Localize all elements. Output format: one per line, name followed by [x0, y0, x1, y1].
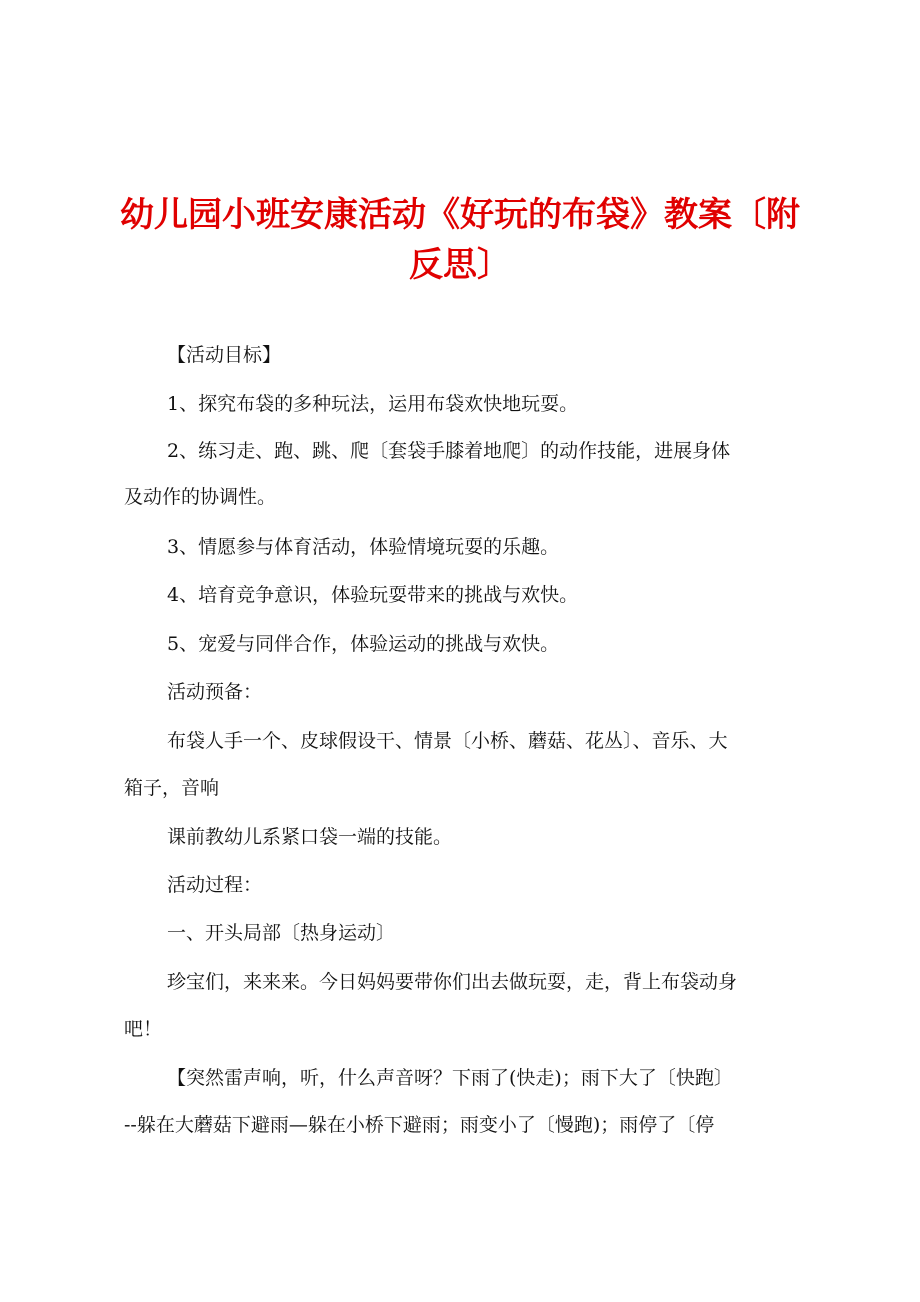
paragraph-line: 【突然雷声响，听，什么声音呀？下雨了(快走)；雨下大了〔快跑〕: [167, 1067, 733, 1089]
document-title-line-1: 幼儿园小班安康活动《好玩的布袋》教案〔附: [120, 195, 800, 235]
paragraph-line: 及动作的协调性。: [124, 486, 277, 508]
section-heading-preparation: 活动预备：: [167, 681, 263, 703]
paragraph-line: 课前教幼儿系紧口袋一端的技能。: [167, 826, 453, 848]
subsection-heading: 一、开头局部〔热身运动〕: [167, 922, 396, 944]
paragraph-line: --躲在大蘑菇下避雨—躲在小桥下避雨；雨变小了〔慢跑)；雨停了〔停: [124, 1114, 715, 1136]
section-heading-process: 活动过程：: [167, 874, 263, 896]
paragraph-line: 2、练习走、跑、跳、爬〔套袋手膝着地爬〕的动作技能，进展身体: [167, 440, 731, 462]
paragraph-line: 3、情愿参与体育活动，体验情境玩耍的乐趣。: [167, 536, 560, 558]
paragraph-line: 4、培育竞争意识，体验玩耍带来的挑战与欢快。: [167, 584, 579, 606]
paragraph-line: 吧！: [124, 1018, 163, 1040]
paragraph-line: 珍宝们，来来来。今日妈妈要带你们出去做玩耍，走，背上布袋动身: [167, 971, 738, 993]
paragraph-line: 5、宠爱与同伴合作，体验运动的挑战与欢快。: [167, 633, 560, 655]
paragraph-line: 布袋人手一个、皮球假设干、情景〔小桥、蘑菇、花丛〕、音乐、大: [167, 730, 728, 752]
paragraph-line: 箱子，音响: [124, 777, 220, 799]
document-title-line-2: 反思〕: [409, 245, 511, 285]
section-heading-goals: 【活动目标】: [167, 344, 282, 366]
paragraph-line: 1、探究布袋的多种玩法，运用布袋欢快地玩耍。: [167, 393, 579, 415]
